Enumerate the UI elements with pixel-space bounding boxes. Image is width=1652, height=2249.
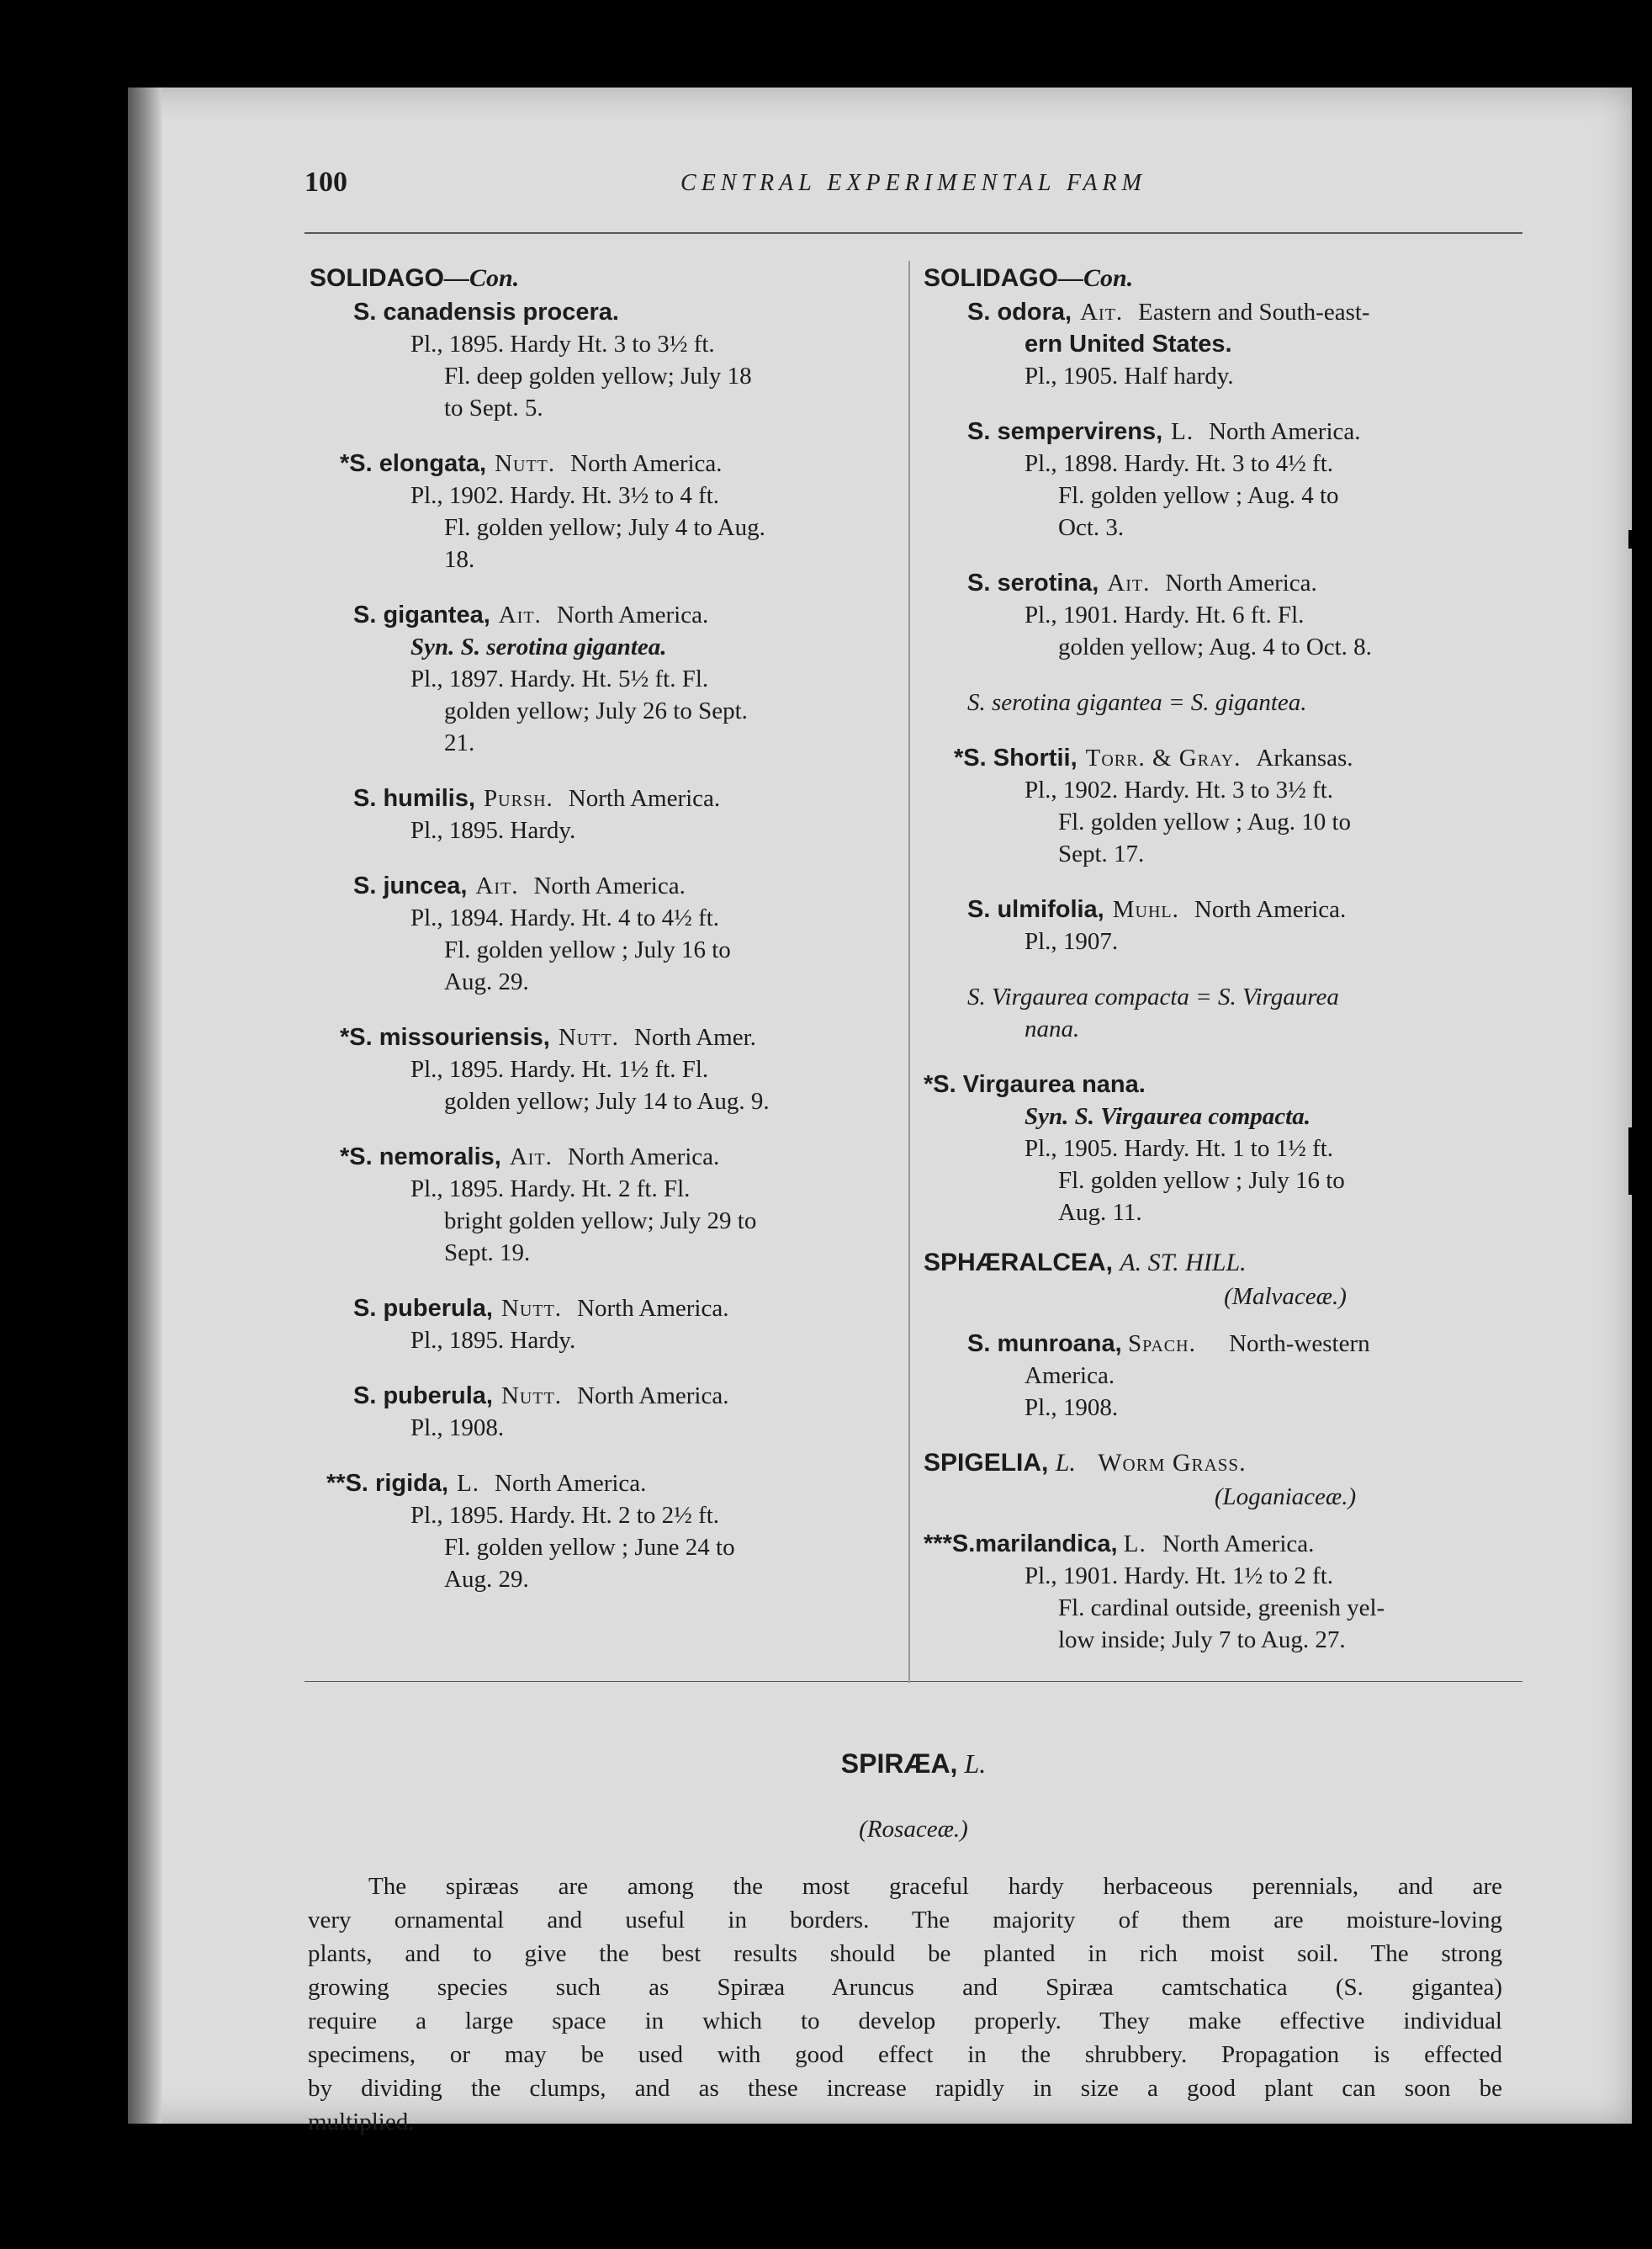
detail-line: Pl., 1894. Hardy. Ht. 4 to 4½ ft. bbox=[410, 904, 720, 931]
species-name: S. gigantea, bbox=[353, 602, 490, 629]
species-region: Arkansas. bbox=[1256, 745, 1353, 772]
detail-line: Sept. 17. bbox=[1058, 841, 1145, 867]
species-name: S. Shortii, bbox=[963, 745, 1078, 772]
detail-line: Pl., 1907. bbox=[1025, 928, 1119, 955]
paragraph-line: by dividing the clumps, and as these increase rapidly in size a good plant can soon be bbox=[308, 2075, 1502, 2102]
entry-head bbox=[310, 870, 898, 902]
species-region: North America. bbox=[568, 785, 721, 812]
species-name: S. sempervirens, bbox=[967, 418, 1163, 445]
header-rule bbox=[304, 232, 1522, 234]
species-list bbox=[310, 296, 898, 1595]
entry-head bbox=[924, 416, 1529, 448]
genus-author: L. bbox=[964, 1748, 987, 1779]
genus-author: L. bbox=[1055, 1449, 1076, 1477]
entry-head bbox=[924, 296, 1529, 328]
detail-line: Pl., 1895. Hardy Ht. 3 to 3½ ft. bbox=[410, 331, 715, 358]
genus-name: SPIGELIA, bbox=[924, 1449, 1049, 1477]
species-author: Ait. bbox=[1080, 299, 1124, 326]
detail-line: Aug. 29. bbox=[444, 1566, 529, 1593]
species-name: S. humilis, bbox=[353, 785, 476, 812]
species-region: North America. bbox=[577, 1295, 729, 1322]
species-region: Eastern and South-east- bbox=[1138, 299, 1370, 326]
detail-line: to Sept. 5. bbox=[444, 395, 543, 422]
species-author: Muhl. bbox=[1112, 896, 1179, 923]
detail-line: Pl., 1905. Half hardy. bbox=[1025, 363, 1234, 390]
species-name: S. elongata, bbox=[349, 450, 487, 477]
species-entry bbox=[924, 567, 1529, 663]
species-entry bbox=[310, 1467, 898, 1595]
detail-line: Pl., 1895. Hardy. Ht. 2 ft. Fl. bbox=[410, 1175, 691, 1202]
genus-continued: —Con. bbox=[444, 264, 520, 292]
species-entry bbox=[310, 1380, 898, 1444]
entry-head bbox=[310, 599, 898, 631]
detail-line: Pl., 1898. Hardy. Ht. 3 to 4½ ft. bbox=[1025, 450, 1334, 477]
genus-name: SOLIDAGO bbox=[924, 264, 1059, 292]
synonym-line: Syn. S. Virgaurea compacta. bbox=[1025, 1103, 1310, 1130]
right-column bbox=[924, 263, 1529, 1679]
entry-head bbox=[310, 1141, 898, 1173]
species-author: L. bbox=[457, 1470, 480, 1497]
synonym-line: Syn. S. serotina gigantea. bbox=[410, 634, 667, 660]
paragraph-line: growing species such as Spiræa Aruncus and Spiræa camtschatica (S. gigantea) bbox=[308, 1974, 1502, 2001]
species-entry bbox=[924, 742, 1529, 870]
detail-line: Fl. golden yellow ; June 24 to bbox=[444, 1534, 735, 1561]
genus-continued: —Con. bbox=[1058, 264, 1134, 292]
species-region: North America. bbox=[556, 602, 709, 629]
species-region: North America. bbox=[533, 873, 686, 899]
detail-line: Pl., 1901. Hardy. Ht. 6 ft. Fl. bbox=[1025, 602, 1305, 629]
common-name: Worm Grass. bbox=[1098, 1449, 1247, 1477]
genus-heading bbox=[924, 263, 1529, 294]
scan-artifact-right-2 bbox=[1628, 1127, 1639, 1195]
species-entry bbox=[310, 1292, 898, 1356]
detail-line: Pl., 1901. Hardy. Ht. 1½ to 2 ft. bbox=[1025, 1562, 1334, 1589]
detail-line: Fl. golden yellow ; July 16 to bbox=[1058, 1167, 1345, 1194]
entry-head bbox=[924, 1328, 1529, 1360]
detail-line: Aug. 29. bbox=[444, 968, 529, 995]
detail-line: Pl., 1902. Hardy. Ht. 3½ to 4 ft. bbox=[410, 482, 720, 509]
species-author: L. bbox=[1171, 418, 1194, 445]
species-entry bbox=[924, 894, 1529, 957]
detail-line: Fl. golden yellow ; Aug. 10 to bbox=[1058, 809, 1351, 835]
scan-artifact-right-1 bbox=[1628, 530, 1639, 549]
species-name: S. canadensis procera. bbox=[353, 299, 619, 326]
family-name: (Rosaceæ.) bbox=[859, 1816, 968, 1843]
species-marker: * bbox=[924, 1071, 934, 1098]
species-marker: ** bbox=[326, 1470, 346, 1497]
entry-head bbox=[310, 448, 898, 480]
species-author: Torr. & Gray. bbox=[1085, 745, 1242, 772]
species-author: Nutt. bbox=[500, 1382, 563, 1409]
paragraph-line: specimens, or may be used with good effect in the shrubbery. Propagation is effected bbox=[308, 2041, 1502, 2068]
detail-line: Pl., 1895. Hardy. Ht. 2 to 2½ ft. bbox=[410, 1502, 720, 1529]
species-marker: * bbox=[340, 1143, 350, 1170]
species-marker: * bbox=[954, 745, 964, 772]
genus-author: A. ST. HILL. bbox=[1120, 1249, 1247, 1276]
paragraph-line: very ornamental and useful in borders. The majority of them are moisture-loving bbox=[308, 1907, 1502, 1933]
detail-line: golden yellow; July 14 to Aug. 9. bbox=[444, 1088, 770, 1115]
column-divider bbox=[908, 261, 910, 1683]
entry-head bbox=[310, 782, 898, 814]
paragraph-line: plants, and to give the best results should be planted in rich moist soil. The strong bbox=[308, 1940, 1502, 1967]
genus-name: SPHÆRALCEA, bbox=[924, 1249, 1114, 1276]
page-header bbox=[304, 167, 1522, 209]
species-author: Ait. bbox=[498, 602, 542, 629]
section-rule bbox=[304, 1681, 1522, 1682]
running-title: CENTRAL EXPERIMENTAL FARM bbox=[680, 170, 1146, 196]
detail-line: golden yellow; July 26 to Sept. bbox=[444, 698, 748, 724]
detail-line: Pl., 1908. bbox=[1025, 1394, 1119, 1421]
species-name: S. ulmifolia, bbox=[967, 896, 1104, 923]
species-author: Nutt. bbox=[558, 1024, 619, 1051]
detail-line: Pl., 1902. Hardy. Ht. 3 to 3½ ft. bbox=[1025, 777, 1334, 804]
species-region: North America. bbox=[567, 1143, 720, 1170]
species-region: North America. bbox=[495, 1470, 647, 1497]
species-author: Pursh. bbox=[484, 785, 553, 812]
species-name: S. juncea, bbox=[353, 873, 468, 899]
detail-line: America. bbox=[1025, 1362, 1115, 1389]
entry-head bbox=[310, 1292, 898, 1324]
cross-reference bbox=[924, 981, 1529, 1045]
species-entry bbox=[924, 416, 1529, 544]
species-name: S. serotina, bbox=[967, 570, 1099, 597]
detail-line: Oct. 3. bbox=[1058, 514, 1125, 541]
paragraph-line: multiplied. bbox=[308, 2108, 415, 2135]
xref-line: nana. bbox=[1025, 1016, 1080, 1042]
entry-head bbox=[310, 1467, 898, 1499]
species-name: S. rigida, bbox=[345, 1470, 449, 1497]
detail-line: Pl., 1905. Hardy. Ht. 1 to 1½ ft. bbox=[1025, 1135, 1334, 1162]
species-list bbox=[924, 296, 1529, 663]
body-paragraph bbox=[308, 1870, 1502, 2139]
genus-heading bbox=[924, 1447, 1529, 1479]
detail-line: Pl., 1897. Hardy. Ht. 5½ ft. Fl. bbox=[410, 666, 709, 692]
entry-head bbox=[310, 296, 898, 328]
detail-line: ern United States. bbox=[1025, 331, 1232, 358]
detail-line: 18. bbox=[444, 546, 475, 573]
entry-head bbox=[924, 894, 1529, 926]
species-entry bbox=[924, 1069, 1529, 1228]
species-region: North America. bbox=[1165, 570, 1317, 597]
species-marker: * bbox=[340, 1024, 350, 1051]
detail-line: Pl., 1895. Hardy. bbox=[410, 817, 576, 844]
species-author: Nutt. bbox=[500, 1295, 563, 1322]
entry-head bbox=[924, 1069, 1529, 1101]
species-entry bbox=[310, 1141, 898, 1269]
species-author: Ait. bbox=[475, 873, 519, 899]
book-spine-shadow bbox=[128, 88, 161, 2124]
species-region: North America. bbox=[570, 450, 723, 477]
species-entry bbox=[310, 296, 898, 424]
entry-head bbox=[310, 1021, 898, 1053]
species-entry bbox=[310, 782, 898, 846]
species-region: North America. bbox=[1194, 896, 1347, 923]
species-author: Spach. bbox=[1127, 1330, 1196, 1357]
detail-line: Fl. golden yellow ; July 16 to bbox=[444, 936, 731, 963]
species-entry bbox=[924, 296, 1529, 392]
species-marker: * bbox=[340, 450, 350, 477]
species-author: L. bbox=[1123, 1530, 1146, 1557]
species-region: North America. bbox=[1162, 1530, 1315, 1557]
section-title bbox=[304, 1748, 1522, 1780]
species-region: North-western bbox=[1229, 1330, 1370, 1357]
cross-reference: S. serotina gigantea = S. gigantea. bbox=[967, 689, 1307, 716]
species-region: North Amer. bbox=[633, 1024, 756, 1051]
scan-artifact-top bbox=[959, 30, 994, 37]
entry-head bbox=[924, 742, 1529, 774]
detail-line: Fl. cardinal outside, greenish yel- bbox=[1058, 1594, 1385, 1621]
detail-line: Sept. 19. bbox=[444, 1239, 531, 1266]
detail-line: low inside; July 7 to Aug. 27. bbox=[1058, 1626, 1346, 1653]
detail-line: 21. bbox=[444, 729, 475, 756]
detail-line: bright golden yellow; July 29 to bbox=[444, 1207, 757, 1234]
species-name: S.marilandica, bbox=[951, 1530, 1118, 1557]
detail-line: Pl., 1895. Hardy. Ht. 1½ ft. Fl. bbox=[410, 1056, 709, 1083]
genus-heading bbox=[924, 1247, 1529, 1279]
species-entry bbox=[924, 1328, 1529, 1424]
page-number: 100 bbox=[304, 167, 347, 198]
species-author: Nutt. bbox=[495, 450, 556, 477]
species-name: S. missouriensis, bbox=[349, 1024, 550, 1051]
species-entry bbox=[310, 599, 898, 759]
species-name: S. munroana, bbox=[967, 1330, 1122, 1357]
detail-line: Pl., 1895. Hardy. bbox=[410, 1327, 576, 1354]
species-entry bbox=[310, 870, 898, 998]
species-name: S. nemoralis, bbox=[349, 1143, 501, 1170]
genus-heading bbox=[310, 263, 898, 294]
detail-line: Aug. 11. bbox=[1058, 1199, 1142, 1226]
species-region: North America. bbox=[577, 1382, 729, 1409]
species-name: S. odora, bbox=[967, 299, 1072, 326]
species-name: S. Virgaurea nana. bbox=[933, 1071, 1146, 1098]
family-name: (Malvaceæ.) bbox=[1224, 1283, 1347, 1310]
species-list bbox=[924, 742, 1529, 957]
species-entry bbox=[924, 1528, 1529, 1656]
species-name: S. puberula, bbox=[353, 1382, 493, 1409]
detail-line: Fl. golden yellow; July 4 to Aug. bbox=[444, 514, 765, 541]
species-entry bbox=[310, 1021, 898, 1117]
entry-head bbox=[310, 1380, 898, 1412]
species-author: Ait. bbox=[1107, 570, 1151, 597]
entry-head bbox=[924, 567, 1529, 599]
detail-line: Pl., 1908. bbox=[410, 1414, 505, 1441]
detail-line: golden yellow; Aug. 4 to Oct. 8. bbox=[1058, 634, 1372, 660]
species-entry bbox=[310, 448, 898, 576]
paragraph-line: The spiræas are among the most graceful hardy herbaceous perennials, and are bbox=[368, 1873, 1502, 1900]
species-author: Ait. bbox=[509, 1143, 553, 1170]
family-name: (Loganiaceæ.) bbox=[1214, 1483, 1357, 1510]
xref-line: S. Virgaurea compacta = S. Virgaurea bbox=[967, 984, 1339, 1010]
genus-name: SOLIDAGO bbox=[310, 264, 445, 292]
species-region: North America. bbox=[1209, 418, 1361, 445]
entry-head bbox=[924, 1528, 1529, 1560]
species-name: S. puberula, bbox=[353, 1295, 493, 1322]
genus-name: SPIRÆA, bbox=[840, 1748, 958, 1779]
detail-line: Fl. deep golden yellow; July 18 bbox=[444, 363, 752, 390]
left-column bbox=[310, 263, 898, 1619]
paragraph-line: require a large space in which to develop properly. They make effective individual bbox=[308, 2008, 1502, 2034]
detail-line: Fl. golden yellow ; Aug. 4 to bbox=[1058, 482, 1339, 509]
species-marker: *** bbox=[924, 1530, 952, 1557]
